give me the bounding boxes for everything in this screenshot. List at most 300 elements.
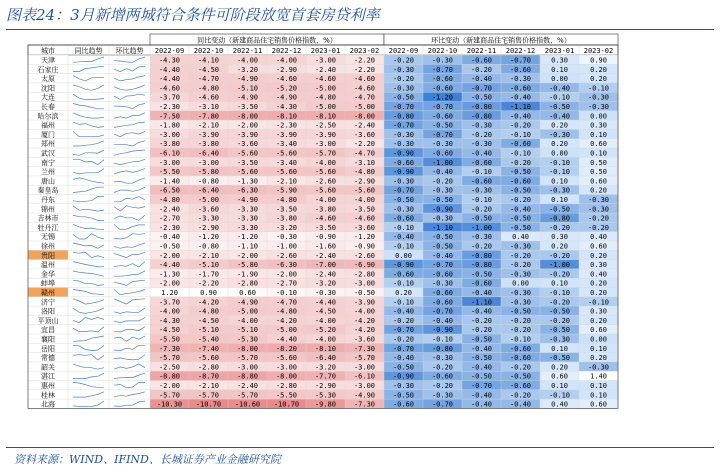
sparkline-mom [114,262,145,267]
mom-value: 0.90 [590,56,607,65]
mom-value: -0.10 [509,130,532,139]
mom-value: -0.10 [548,93,571,102]
mom-value: -0.40 [548,112,571,121]
yoy-value: -0.30 [275,233,298,242]
mom-value: 0.40 [551,400,568,409]
mom-value: -0.80 [470,112,493,121]
month-header-yoy: 2023-02 [349,47,380,55]
mom-value: 0.00 [395,251,412,260]
mom-value: -0.60 [470,158,493,167]
mom-value: 0.50 [590,158,607,167]
mom-value: -1.20 [431,93,454,102]
yoy-value: -4.80 [158,196,181,204]
source-note: 资料来源：WIND、IFIND、长城证券产业金融研究院 [14,453,281,466]
mom-value: -0.20 [548,316,571,325]
mom-value: -0.40 [392,233,415,242]
yoy-value: -6.90 [353,261,376,270]
yoy-value: -5.00 [275,326,298,335]
mom-value: -0.50 [470,214,493,223]
mom-value: -0.30 [392,84,415,93]
mom-value: -0.30 [509,289,532,297]
mom-value: -0.50 [509,223,532,232]
mom-value: 0.20 [590,316,607,325]
mom-value: 0.10 [590,149,607,158]
footer-rule [6,447,714,448]
month-header-mom: 2023-02 [583,47,614,55]
mom-value: -0.60 [470,279,493,288]
sparkline-mom [114,215,145,220]
yoy-value: -5.30 [236,335,259,344]
mom-value: -0.70 [431,261,454,270]
city-label: 岳阳 [41,344,55,353]
mom-value: -0.50 [509,186,532,195]
sparkline-yoy [73,262,104,267]
mom-value: -0.10 [431,335,454,344]
mom-value: -1.00 [548,261,571,270]
yoy-value: -2.40 [314,65,337,74]
yoy-value: -5.40 [197,335,220,344]
yoy-value: -3.00 [314,140,337,149]
sparkline-mom [114,76,145,81]
mom-value: -0.70 [431,103,454,111]
yoy-value: -2.70 [275,279,298,288]
yoy-value: -5.50 [275,391,298,400]
yoy-value: -4.70 [197,75,220,84]
yoy-value: -3.50 [275,205,298,214]
mom-value: 0.20 [590,354,607,363]
mom-value: -0.50 [392,196,415,204]
mom-value: 0.60 [590,177,607,186]
yoy-value: -5.90 [275,186,298,195]
yoy-value: 1.20 [161,289,178,297]
yoy-value: -4.00 [353,307,376,316]
mom-value: -0.40 [470,400,493,409]
yoy-value: -9.80 [314,400,337,409]
mom-value: -0.60 [431,149,454,158]
mom-value: -0.60 [431,84,454,93]
mom-value: -0.60 [392,158,415,167]
mom-value: -0.30 [587,363,610,372]
sparkline-mom [114,252,145,257]
yoy-value: -4.80 [353,168,376,177]
sparkline-yoy [73,308,104,313]
mom-value: -0.20 [509,363,532,372]
yoy-value: -4.20 [353,326,376,335]
sparkline-yoy [73,401,104,406]
mom-value: -0.20 [392,56,415,65]
mom-value: -0.60 [509,382,532,390]
mom-value: -0.20 [392,316,415,325]
mom-value: -0.10 [392,223,415,232]
city-label: 南宁 [41,158,55,167]
yoy-value: -4.40 [314,298,337,307]
yoy-value: -6.10 [158,149,181,158]
yoy-value: -7.40 [197,344,220,353]
mom-value: -0.40 [470,391,493,400]
yoy-value: -4.60 [353,84,376,93]
yoy-value: -3.20 [314,363,337,372]
yoy-value: -3.90 [275,130,298,139]
yoy-value: -4.90 [236,93,259,102]
yoy-value: -6.50 [158,186,181,195]
yoy-value: -4.60 [314,75,337,84]
yoy-value: -4.60 [197,93,220,102]
yoy-value: -4.60 [353,214,376,223]
mom-value: -0.70 [392,326,415,335]
yoy-value: -1.30 [158,270,181,279]
yoy-value: -0.50 [158,242,181,251]
mom-value: -0.30 [470,140,493,149]
sparkline-mom [114,113,145,118]
mom-value: 0.20 [590,186,607,195]
mom-value: -0.20 [392,75,415,84]
sparkline-mom [114,94,145,99]
yoy-value: -3.40 [275,158,298,167]
sparkline-yoy [73,373,104,378]
mom-value: 0.10 [551,65,568,74]
mom-value: -0.60 [431,372,454,381]
mom-value: 0.20 [551,121,568,130]
mom-value: -0.70 [392,103,415,111]
yoy-value: -7.30 [353,400,376,409]
mom-value: 0.10 [590,130,607,139]
mom-value: 0.00 [512,279,529,288]
mom-value: 0.60 [590,326,607,335]
yoy-value: -2.50 [314,121,337,130]
mom-value: -0.60 [431,75,454,84]
yoy-value: -2.50 [158,363,181,372]
yoy-value: -2.00 [236,251,259,260]
mom-value: 0.60 [590,400,607,409]
yoy-value: -4.00 [314,196,337,204]
mom-value: -0.30 [548,186,571,195]
mom-value: -0.20 [431,382,454,390]
yoy-value: -4.50 [197,65,220,74]
mom-value: -0.10 [548,158,571,167]
yoy-value: -4.40 [158,261,181,270]
yoy-value: -2.20 [197,279,220,288]
yoy-value: -5.60 [236,168,259,177]
yoy-value: -4.50 [158,326,181,335]
yoy-value: -3.00 [353,279,376,288]
yoy-value: -5.60 [275,354,298,363]
mom-value: -0.20 [509,121,532,130]
sparkline-yoy [73,299,104,304]
yoy-value: -5.20 [314,326,337,335]
sparkline-yoy [73,76,104,81]
yoy-value: -1.80 [158,121,181,130]
sparkline-yoy [73,252,104,257]
mom-value: -0.20 [587,223,610,232]
mom-value: -0.60 [392,400,415,409]
city-label: 洛阳 [41,307,55,316]
city-label: 贵阳 [41,251,55,260]
mom-value: 0.20 [395,289,412,297]
yoy-value: -4.40 [275,335,298,344]
sparkline-yoy [73,150,104,155]
city-label: 无锡 [41,233,55,242]
yoy-value: -2.80 [236,279,259,288]
mom-value: -0.50 [431,242,454,251]
mom-value: -0.40 [431,251,454,260]
mom-value: 0.30 [590,307,607,316]
sparkline-mom [114,122,145,127]
sparkline-mom [114,57,145,62]
yoy-value: 0.60 [239,289,256,297]
sparkline-yoy [73,290,104,295]
yoy-value: -1.60 [314,242,337,251]
mom-value: -0.30 [587,205,610,214]
yoy-value: -5.60 [236,149,259,158]
yoy-value: -3.80 [314,205,337,214]
sparkline-mom [114,169,145,174]
yoy-value: -2.00 [158,251,181,260]
mom-value: -0.20 [509,261,532,270]
mom-value: -0.10 [509,149,532,158]
yoy-value: -5.70 [236,354,259,363]
yoy-value: -5.70 [158,391,181,400]
mom-value: -0.20 [509,251,532,260]
mom-value: 0.40 [512,233,529,242]
mom-value: -0.40 [470,75,493,84]
yoy-value: -3.20 [314,279,337,288]
yoy-value: -3.30 [236,214,259,223]
sparkline-yoy [73,66,104,71]
yoy-value: -1.30 [236,177,259,186]
sparkline-yoy [73,57,104,62]
yoy-value: -5.10 [236,84,259,93]
city-label: 韶关 [41,363,55,372]
mom-value: -0.20 [548,298,571,307]
yoy-value: -4.30 [158,316,181,325]
yoy-value: -5.10 [236,326,259,335]
yoy-value: -4.00 [236,316,259,325]
sparkline-yoy [73,271,104,276]
yoy-value: -6.40 [197,186,220,195]
yoy-value: -4.60 [314,214,337,223]
sparkline-mom [114,271,145,276]
mom-value: -0.80 [470,103,493,111]
mom-value: -0.30 [509,270,532,279]
yoy-value: -2.00 [158,279,181,288]
yoy-value: -4.70 [275,298,298,307]
yoy-value: -3.00 [275,363,298,372]
mom-value: -0.10 [392,242,415,251]
sparkline-yoy [73,131,104,136]
yoy-value: -4.80 [314,93,337,102]
sparkline-yoy [73,224,104,229]
sparkline-yoy [73,215,104,220]
mom-value: -1.00 [431,158,454,167]
yoy-value: -4.40 [158,65,181,74]
sparkline-mom [114,197,145,202]
city-label: 平顶山 [37,316,59,325]
yoy-value: -0.80 [197,177,220,186]
yoy-value: -3.00 [158,158,181,167]
yoy-value: -2.80 [197,363,220,372]
month-header-mom: 2023-01 [544,47,575,55]
sparkline-mom [114,206,145,211]
yoy-value: -7.00 [314,261,337,270]
yoy-value: -2.60 [353,251,376,260]
yoy-value: -2.10 [197,121,220,130]
yoy-value: -8.20 [275,344,298,353]
yoy-value: -4.30 [158,56,181,65]
city-label: 常德 [41,354,55,363]
sparkline-mom [114,392,145,397]
mom-value: 0.40 [590,270,607,279]
yoy-value: -6.40 [197,149,220,158]
yoy-value: -8.80 [236,372,259,381]
city-label: 桂林 [41,391,55,400]
mom-value: -0.40 [509,112,532,121]
mom-value: -0.40 [392,354,415,363]
city-label: 武汉 [41,149,55,158]
mom-value: -0.60 [509,344,532,353]
yoy-value: -5.70 [236,391,259,400]
month-header-yoy: 2022-09 [154,47,185,55]
mom-value: -0.40 [509,205,532,214]
mom-value: -0.30 [431,354,454,363]
yoy-value: -4.20 [353,316,376,325]
yoy-value: -1.20 [353,233,376,242]
sparkline-yoy [73,197,104,202]
mom-value: -0.30 [392,140,415,149]
city-label: 丹东 [41,196,55,204]
yoy-value: -4.60 [275,75,298,84]
yoy-value: -5.50 [158,335,181,344]
yoy-value: -8.10 [314,344,337,353]
mom-value: -0.40 [548,84,571,93]
sparkline-yoy [73,243,104,248]
mom-value: -0.20 [548,251,571,260]
sparkline-yoy [73,392,104,397]
sparkline-mom [114,373,145,378]
mom-value: -0.50 [470,270,493,279]
sparkline-mom [114,141,145,146]
yoy-value: -1.20 [197,233,220,242]
yoy-value: -3.50 [353,205,376,214]
mom-value: -0.30 [392,65,415,74]
city-label: 牡丹江 [37,223,59,232]
yoy-value: -3.50 [314,223,337,232]
mom-value: -0.60 [431,289,454,297]
mom-value: -0.30 [431,186,454,195]
yoy-value: -5.80 [197,168,220,177]
yoy-value: -6.10 [353,372,376,381]
yoy-value: -4.30 [275,103,298,111]
mom-value: -0.60 [509,177,532,186]
city-label: 天津 [41,56,55,65]
yoy-value: -5.10 [197,261,220,270]
month-header-yoy: 2023-01 [310,47,341,55]
yoy-value: -2.90 [275,65,298,74]
yoy-value: -3.70 [158,298,181,307]
yoy-value: 0.90 [200,289,217,297]
city-label: 蚌埠 [41,279,55,288]
mom-value: -0.50 [548,307,571,316]
sparkline-mom [114,104,145,109]
mom-value: -0.50 [548,354,571,363]
mom-value: 0.00 [551,149,568,158]
yoy-value: -10.30 [156,400,183,409]
mom-value: -0.20 [548,223,571,232]
sparkline-yoy [73,94,104,99]
yoy-value: -2.30 [158,223,181,232]
mom-value: 0.20 [551,363,568,372]
mom-value: -0.70 [431,65,454,74]
yoy-value: -2.00 [236,121,259,130]
mom-value: -0.80 [548,214,571,223]
mom-value: -0.30 [587,103,610,111]
mom-value: -0.40 [509,400,532,409]
yoy-value: -4.00 [275,56,298,65]
yoy-value: -4.90 [275,93,298,102]
yoy-value: -0.10 [275,289,298,297]
mom-value: -0.20 [509,196,532,204]
mom-value: 0.10 [551,279,568,288]
sparkline-mom [114,159,145,164]
sparkline-yoy [73,178,104,183]
yoy-value: -3.60 [353,223,376,232]
sparkline-yoy [73,280,104,285]
yoy-value: -5.70 [314,149,337,158]
column-header: 城市 [41,47,55,55]
mom-value: -0.10 [548,168,571,177]
city-label: 北海 [41,400,55,409]
yoy-value: -1.90 [236,270,259,279]
yoy-value: -0.50 [353,289,376,297]
mom-value: -0.50 [431,121,454,130]
city-label: 济宁 [41,298,55,307]
yoy-value: -5.30 [314,391,337,400]
yoy-value: -1.10 [236,242,259,251]
sparkline-mom [114,290,145,295]
mom-value: -0.70 [470,84,493,93]
mom-value: -0.50 [509,307,532,316]
sparkline-yoy [73,122,104,127]
mom-value: -0.80 [431,344,454,353]
mom-value: -0.20 [431,177,454,186]
sparkline-yoy [73,234,104,239]
mom-value: -0.60 [509,354,532,363]
mom-value: 0.10 [590,344,607,353]
yoy-value: -5.20 [275,84,298,93]
yoy-value: -5.60 [314,186,337,195]
yoy-value: -2.80 [275,382,298,390]
sparkline-yoy [73,187,104,192]
yoy-value: -0.90 [314,233,337,242]
yoy-value: -5.60 [275,168,298,177]
mom-value: -0.30 [509,298,532,307]
mom-value: -0.40 [470,363,493,372]
city-label: 大连 [41,93,55,102]
mom-value: -0.30 [431,140,454,149]
yoy-value: -3.60 [353,130,376,139]
yoy-value: -4.20 [197,298,220,307]
month-header-yoy: 2022-12 [271,47,302,55]
yoy-value: -2.30 [275,121,298,130]
yoy-value: -7.30 [158,344,181,353]
mom-value: -0.10 [392,298,415,307]
city-label: 兰州 [41,168,55,177]
mom-value: -1.00 [470,223,493,232]
month-header-mom: 2022-11 [466,47,497,55]
mom-value: -0.50 [392,363,415,372]
mom-value: -0.90 [431,326,454,335]
yoy-value: -2.90 [197,223,220,232]
yoy-value: -3.20 [236,65,259,74]
